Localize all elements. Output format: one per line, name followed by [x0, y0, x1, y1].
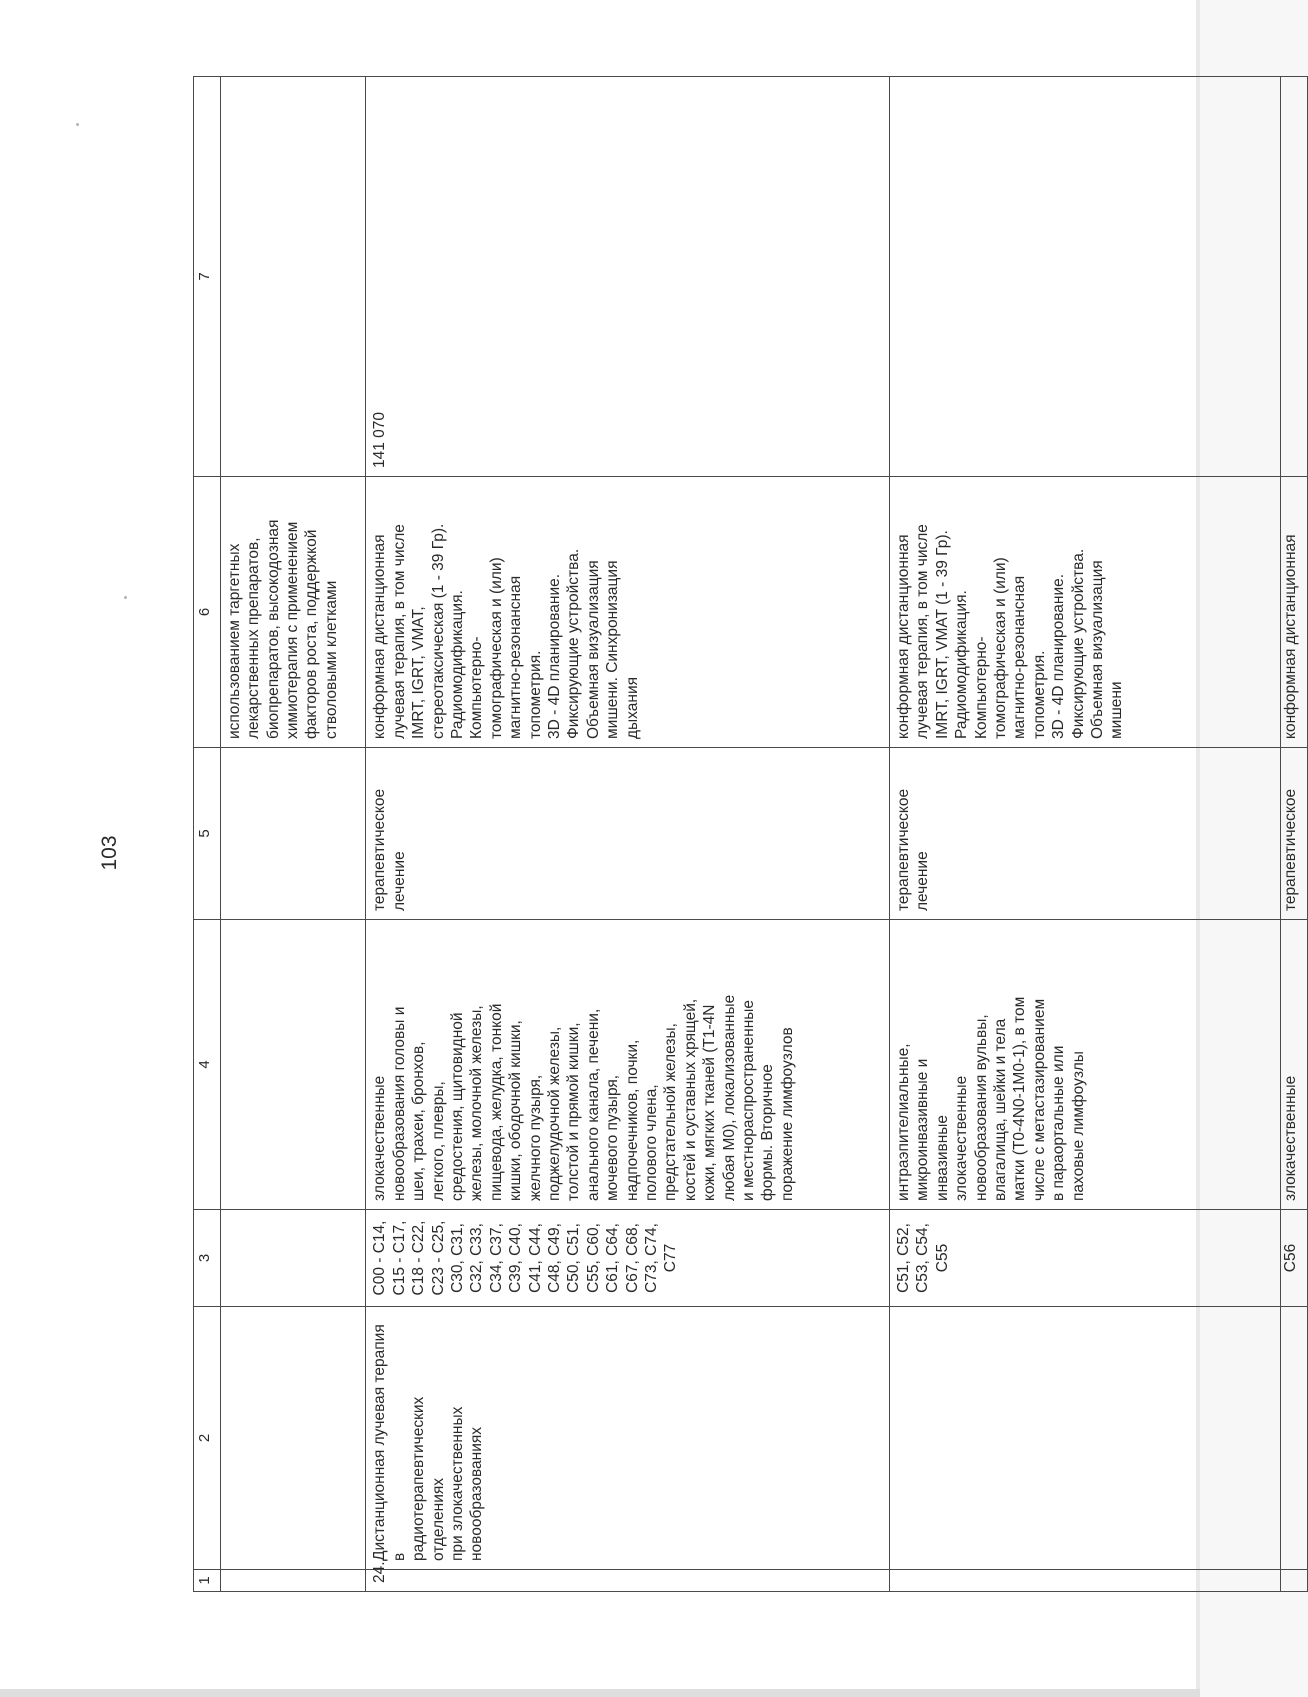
cell-patient-model: злокачественные	[1281, 920, 1308, 1210]
cell-number: 24.	[366, 1570, 890, 1592]
cell-icd-codes: C51, C52, C53, C54, C55	[889, 1210, 1280, 1307]
header-cell-7: 7	[194, 77, 221, 477]
cell-treatment-type: терапевтическое лечение	[366, 748, 890, 920]
header-cell-6: 6	[194, 477, 221, 748]
header-cell-4: 4	[194, 920, 221, 1210]
cell-icd-codes: C00 - C14, C15 - C17, C18 - C22, C23 - C25, C30, C31, C32, C33, C34, C37, C39, C40, C41, C44, C48, C49, C50, C51, C55, C60, C61, C64, C67, C68, C73, C74, C77	[366, 1210, 890, 1307]
cell-patient-model	[220, 920, 366, 1210]
cell-patient-model: злокачественные новообразования головы и шеи, трахеи, бронхов, легкого, плевры, средостения, щитовидной железы, молочной железы, пищевода, желудка, тонкой кишки, ободочной кишки, желчного пузыря, поджелудочной железы, толстой и прямой кишки, анального канала, печени, мочевого пузыря, надпочечников, почки, полового члена, предстательной железы, костей и суставных хрящей, кожи, мягких тканей (T1-4N любая M0), локализованные и местнораспространенные формы. Вторичное поражение лимфоузлов	[366, 920, 890, 1210]
table-row	[366, 77, 890, 1592]
cell-care-type	[889, 1307, 1280, 1570]
services-table	[193, 76, 1308, 1592]
cell-cost	[889, 77, 1280, 477]
cell-treatment-method: конформная дистанционная лучевая терапия, в том числе IMRT, IGRT, VMAT, стереотаксическая (1 - 39 Гр). Радиомодификация. Компьютерно- томографическая и (или) магнитно-резонансная топометрия. 3D - 4D планирование. Фиксирующие устройства. Объемная визуализация мишени. Синхронизация дыхания	[366, 477, 890, 748]
header-cell-1: 1	[194, 1570, 221, 1592]
cell-number	[220, 1570, 366, 1592]
cell-cost: 141 070	[366, 77, 890, 477]
scan-edge-bottom	[0, 1689, 1200, 1697]
table-row	[889, 77, 1280, 1592]
cell-treatment-method: использованием таргетных лекарственных препаратов, биопрепаратов, высокодозная химиотерапия с применением факторов роста, поддержкой стволовыми клетками	[220, 477, 366, 748]
cell-cost	[1281, 77, 1308, 477]
cell-number	[1281, 1570, 1308, 1592]
cell-care-type	[220, 1307, 366, 1570]
cell-care-type: Дистанционная лучевая терапия в радиотерапевтических отделениях при злокачественных новообразованиях	[366, 1307, 890, 1570]
cell-icd-codes	[220, 1210, 366, 1307]
cell-number	[889, 1570, 1280, 1592]
page-number: 103	[98, 835, 121, 871]
header-row	[194, 77, 221, 1592]
cell-treatment-type	[220, 748, 366, 920]
cell-icd-codes: C56	[1281, 1210, 1308, 1307]
table-row	[220, 77, 366, 1592]
header-cell-2: 2	[194, 1307, 221, 1570]
table-row	[1281, 77, 1308, 1592]
cell-treatment-method: конформная дистанционная	[1281, 477, 1308, 748]
rotated-table-container	[193, 77, 1308, 1592]
header-cell-5: 5	[194, 748, 221, 920]
cell-treatment-type: терапевтическое лечение	[889, 748, 1280, 920]
cell-care-type	[1281, 1307, 1308, 1570]
cell-treatment-method: конформная дистанционная лучевая терапия, в том числе IMRT, IGRT, VMAT (1 - 39 Гр). Радиомодификация. Компьютерно- томографическая и (или) магнитно-резонансная топометрия. 3D - 4D планирование. Фиксирующие устройства. Объемная визуализация мишени	[889, 477, 1280, 748]
scan-speck	[124, 596, 127, 599]
cell-patient-model: интраэпителиальные, микроинвазивные и инвазивные злокачественные новообразования вульвы, влагалища, шейки и тела матки (T0-4N0-1M0-1), в том числе с метастазированием в параортальные или паховые лимфоузлы	[889, 920, 1280, 1210]
scan-speck	[76, 123, 79, 126]
header-cell-3: 3	[194, 1210, 221, 1307]
cell-cost	[220, 77, 366, 477]
cell-treatment-type: терапевтическое	[1281, 748, 1308, 920]
